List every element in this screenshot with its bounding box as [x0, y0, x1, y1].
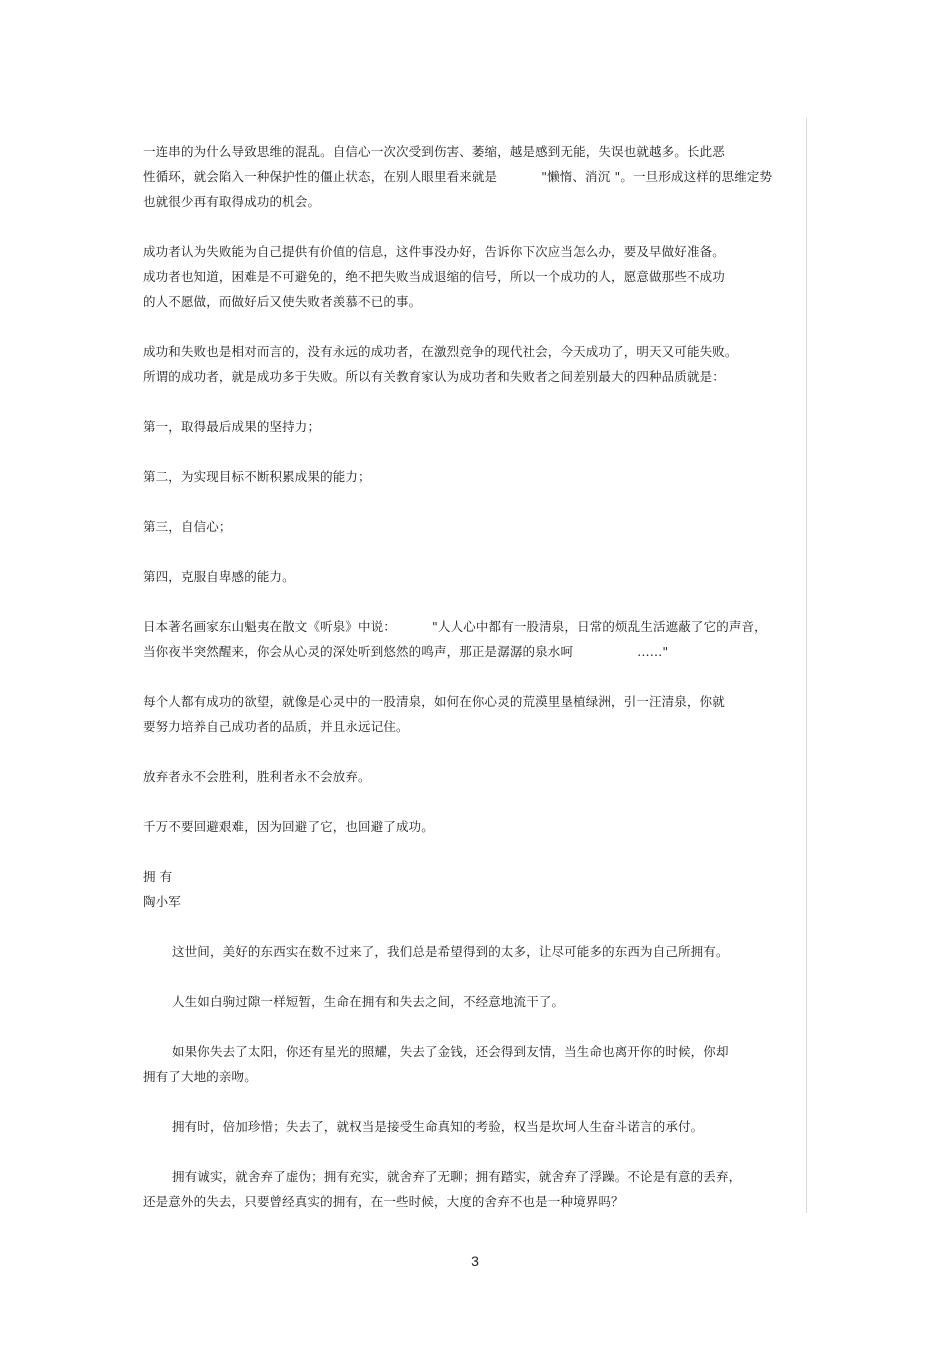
quote-intro: 日本著名画家东山魁夷在散文《听泉》中说： [143, 619, 397, 634]
page-number: 3 [471, 1253, 479, 1269]
quote-text: 当你夜半突然醒来，你会从心灵的深处听到悠然的鸣声，那正是潺潺的泉水呵 [143, 644, 574, 659]
text-line: 一连串的为什么导致思维的混乱。自信心一次次受到伤害、萎缩，越是感到无能，失误也就越多。长此恶 [143, 144, 725, 159]
saying: 千万不要回避艰难，因为回避了它，也回避了成功。 [143, 819, 434, 834]
text-segment: "懒惰、消沉 "。一旦形成这样的思维定势 [541, 169, 773, 184]
essay-paragraph-cont: 还是意外的失去，只要曾经真实的拥有，在一些时候，大度的舍弃不也是一种境界吗？ [143, 1194, 624, 1209]
quality-item: 第四，克服自卑感的能力。 [143, 569, 295, 584]
essay-paragraph: 拥有诚实，就舍弃了虚伪；拥有充实，就舍弃了无聊；拥有踏实，就舍弃了浮躁。不论是有意的丢弃， [172, 1169, 742, 1184]
text-line: 每个人都有成功的欲望，就像是心灵中的一股清泉，如何在你心灵的荒漠里垦植绿洲，引一汪清泉，你就 [143, 694, 725, 709]
text-line: 要努力培养自己成功者的品质，并且永远记住。 [143, 719, 409, 734]
text-line: 成功和失败也是相对而言的，没有永远的成功者，在激烈竞争的现代社会，今天成功了，明天又可能失败。 [143, 344, 738, 359]
quality-item: 第一，取得最后成果的坚持力； [143, 419, 321, 434]
quote-end: ……" [637, 644, 669, 659]
text-line: 的人不愿做，而做好后又使失败者羡慕不已的事。 [143, 294, 422, 309]
essay-paragraph-cont: 拥有了大地的亲吻。 [143, 1069, 257, 1084]
text-line: 也就很少再有取得成功的机会。 [143, 194, 321, 209]
quote-text: "人人心中都有一股清泉，日常的烦乱生活遮蔽了它的声音， [432, 619, 767, 634]
essay-paragraph: 拥有时，倍加珍惜；失去了，就权当是接受生命真知的考验，权当是坎坷人生奋斗诺言的承付。 [172, 1119, 704, 1134]
text-line [143, 169, 772, 185]
text-line: 成功者也知道，困难是不可避免的，绝不把失败当成退缩的信号，所以一个成功的人，愿意做那些不成功 [143, 269, 725, 284]
text-line: 成功者认为失败能为自己提供有价值的信息，这件事没办好，告诉你下次应当怎么办，要及早做好准备。 [143, 244, 725, 259]
text-line [143, 644, 668, 660]
quality-item: 第二，为实现目标不断积累成果的能力； [143, 469, 371, 484]
right-margin-rule [806, 118, 807, 1213]
saying: 放弃者永不会胜利，胜利者永不会放弃。 [143, 769, 371, 784]
text-segment: 性循环，就会陷入一种保护性的僵止状态，在别人眼里看来就是 [143, 169, 498, 184]
essay-author: 陶小军 [143, 894, 181, 909]
essay-paragraph: 如果你失去了太阳，你还有星光的照耀，失去了金钱，还会得到友情，当生命也离开你的时候，你却 [172, 1044, 729, 1059]
essay-title: 拥 有 [143, 869, 173, 884]
text-line: 所谓的成功者，就是成功多于失败。所以有关教育家认为成功者和失败者之间差别最大的四种品质就是： [143, 369, 725, 384]
essay-paragraph: 这世间，美好的东西实在数不过来了，我们总是希望得到的太多，让尽可能多的东西为自己所拥有。 [172, 944, 729, 959]
text-line [143, 619, 767, 635]
quality-item: 第三，自信心； [143, 519, 232, 534]
essay-paragraph: 人生如白驹过隙一样短暂，生命在拥有和失去之间，不经意地流干了。 [172, 994, 565, 1009]
